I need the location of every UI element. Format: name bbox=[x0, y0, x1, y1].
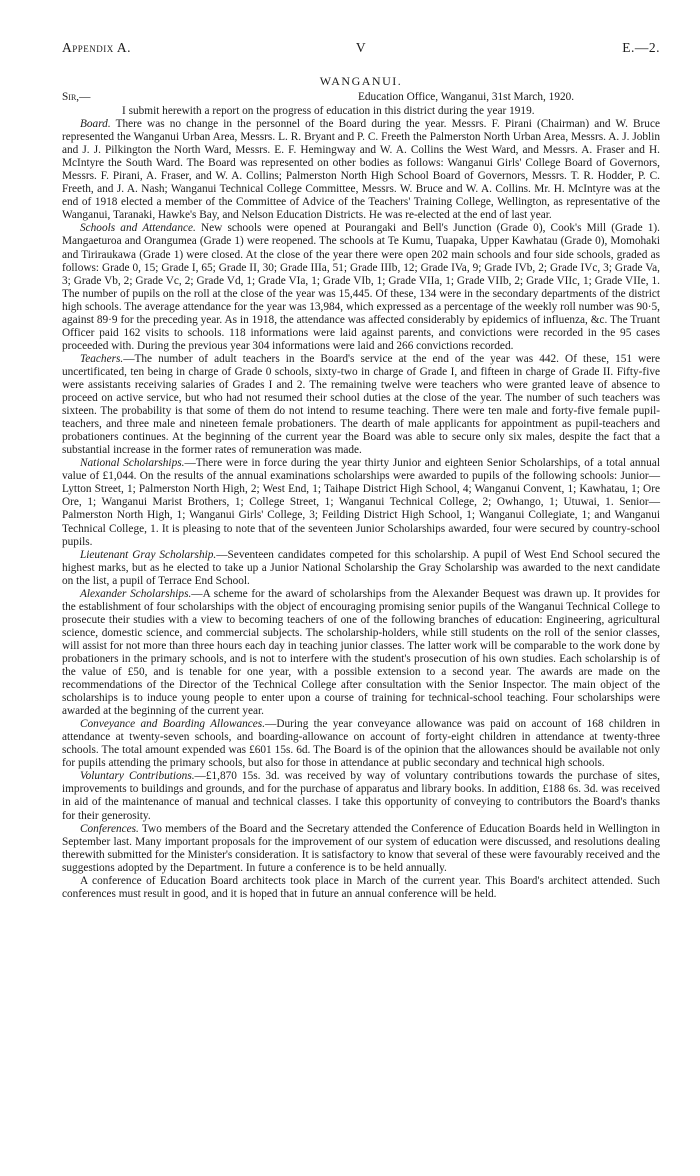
document-code: E.—2. bbox=[622, 40, 660, 55]
salutation: Sir,— bbox=[62, 91, 91, 103]
document-page bbox=[62, 40, 660, 901]
paragraph-gray-scholarship bbox=[62, 549, 660, 588]
paragraph-text: Two members of the Board and the Secretary attended the Conference of Education Boards held in Wellington in September last. Many important proposals for the improvement of our system of education were discussed, and resolutions dealing therewith submitted for the Minister's consideration. It is satisfactory to know that several of these were favourably received and the suggestions adopted by the Department. In future a conference is to be held annually. bbox=[62, 822, 660, 874]
paragraph-text: A conference of Education Board architects took place in March of the current year. This Board's architect attended. Such conferences must result in good, and it is hoped that in future an annual conference will be held. bbox=[62, 874, 660, 900]
section-title: WANGANUI. bbox=[319, 74, 403, 88]
dateline: Education Office, Wanganui, 31st March, 1920. bbox=[358, 91, 575, 103]
paragraph-text: —The number of adult teachers in the Board's service at the end of the year was 442. Of these, 151 were uncertificated, ten being in charge of Grade 0 schools, sixty-two in charge of Grade I, and fifteen in charge of Grade II. Fifty-five were assistants receiving salaries of Grades I and 2. The remaining twelve were teachers who were granted leave of absence to proceed on active service, but who had not resumed their school duties at the close of the year. The number of such teachers was sixteen. The probability is that some of them do not intend to resume teaching. There were ten male and forty-five female pupil-teachers, and three male and nineteen female probationers. The dearth of male applicants for appointment as pupil-teachers and probationers continues. At the beginning of the current year the Board was able to secure only six males, despite the fact that a substantial increase in the former rates of remuneration was made. bbox=[62, 352, 660, 457]
paragraph-text: —Seventeen candidates competed for this scholarship. A pupil of West End School secured the highest marks, but as he elected to take up a Junior National Scholarship the Gray Scholarship was awarded to the next candidate on the list, a pupil of Terrace End School. bbox=[62, 548, 660, 587]
page-number: V bbox=[355, 40, 367, 55]
paragraph-voluntary-contributions bbox=[62, 770, 660, 822]
paragraph-alexander-scholarships bbox=[62, 588, 660, 718]
paragraph-schools-attendance bbox=[62, 222, 660, 352]
paragraph-heading: Conveyance and Boarding Allowances. bbox=[80, 718, 266, 731]
paragraph-heading: Teachers. bbox=[80, 352, 124, 365]
paragraph-heading: National Scholarships. bbox=[80, 457, 185, 470]
paragraph-heading: Lieutenant Gray Scholarship. bbox=[80, 548, 217, 561]
paragraph-teachers bbox=[62, 353, 660, 457]
opening-paragraph: I submit herewith a report on the progress of education in this district during the year 1919. bbox=[122, 105, 535, 117]
appendix-label: Appendix A. bbox=[62, 40, 132, 55]
paragraph-national-scholarships bbox=[62, 457, 660, 548]
paragraph-heading: Alexander Scholarships. bbox=[80, 587, 192, 600]
paragraph-heading: Schools and Attendance. bbox=[80, 222, 196, 235]
paragraph-text: —There were in force during the year thirty Junior and eighteen Senior Scholarships, of a total annual value of £1,044. On the results of the annual examinations scholarships were awarded to pupils of the following schools: Junior—Lytton Street, 1; Palmerston North High, 2; West End, 1; Taihape District High School, 4; Wanganui Convent, 1; Kawhatau, 1; Ore Ore, 1; Wanganui Marist Brothers, 1; College Street, 1; Wanganui Technical College, 2; Owhango, 1; Utuwai, 1. Senior—Palmerston North High, 1; Wanganui Girls' College, 3; Feilding District High School, 1; Wanganui Collegiate, 1; and Wanganui Technical College, 1. It is pleasing to note that of the seventeen Junior Scholarships awarded, four were secured by country-school pupils. bbox=[62, 457, 660, 548]
report-body bbox=[62, 105, 660, 901]
paragraph-text: There was no change in the personnel of the Board during the year. Messrs. F. Pirani (Chairman) and W. Bruce represented the Wanganui Urban Area, Messrs. L. R. Bryant and P. C. Freeth the Palmerston North Urban Area, Messrs. A. J. Joblin and J. J. Pilkington the North Ward, Messrs. E. F. Hemingway and W. A. Collins the West Ward, and Messrs. A. Fraser and H. McIntyre the South Ward. The Board was represented on other bodies as follows: Wanganui Girls' College Board of Governors, Messrs. F. Pirani, A. Fraser, and W. A. Collins; Palmerston North High School Board of Governors, Messrs. T. R. Hodder, P. C. Freeth, and J. A. Nash; Wanganui Technical College Committee, Messrs. W. Bruce and W. A. Collins. Mr. H. McIntyre was at the end of 1918 elected a member of the Committee of Advice of the Teachers' Training College, Wellington, as representative of the Wanganui, Taranaki, Hawke's Bay, and Nelson Education Districts. He was re-elected at the end of last year. bbox=[62, 118, 660, 222]
paragraph-text: —£1,870 15s. 3d. was received by way of voluntary contributions towards the purchase of sites, improvements to buildings and grounds, and for the purchase of apparatus and library books. In addition, £188 6s. 3d. was received in aid of the maintenance of manual and technical classes. I take this opportunity of conveying to contributors the Board's thanks for their generosity. bbox=[62, 770, 660, 822]
paragraph-board bbox=[62, 118, 660, 222]
paragraph-conferences bbox=[62, 823, 660, 875]
paragraph-text: New schools were opened at Pourangaki and Bell's Junction (Grade 0), Cook's Mill (Grade 1). Mangaeturoa and Orangumea (Grade 1) were reopened. The schools at Te Kumu, Tuapaka, Upper Kawhatau (Grade 0), Momohaki and Tiriraukawa (Grade 1) were closed. At the close of the year there were open 202 main schools and four side schools, graded as follows: Grade 0, 15; Grade I, 65; Grade II, 30; Grade IIIa, 51; Grade IIIb, 12; Grade IVa, 9; Grade IVb, 2; Grade IVc, 3; Grade Va, 3; Grade Vb, 2; Grade Vc, 2; Grade Vd, 1; Grade VIa, 1; Grade VIb, 1; Grade VIIa, 1; Grade VIIb, 2; Grade VIIc, 1; Grade VIIe, 1. The number of pupils on the roll at the close of the year was 15,445. Of these, 134 were in the secondary departments of the district high schools. The average attendance for the year was 13,984, which expressed as a percentage of the weekly roll number was 90·5, against 89·9 for the preceding year. As in 1918, the attendance was affected considerably by epidemics of influenza, &c. The Truant Officer paid 162 visits to schools. 118 informations were laid against parents, and convictions were recorded in the 95 cases proceeded with. During the previous year 304 informations were laid and 266 convictions recorded. bbox=[62, 222, 660, 352]
paragraph-heading: Voluntary Contributions. bbox=[80, 770, 195, 783]
paragraph-text: —During the year conveyance allowance was paid on account of 168 children in attendance at twenty-seven schools, and boarding-allowance on account of forty-eight children in attendance at twenty-three schools. The total amount expended was £601 15s. 6d. The Board is of the opinion that the allowances should be available not only for pupils attending the primary schools, but also for those in attendance at public secondary and technical high schools. bbox=[62, 718, 660, 770]
paragraph-heading: Board. bbox=[80, 118, 111, 131]
paragraph-conveyance-allowances bbox=[62, 718, 660, 770]
paragraph-heading: Conferences. bbox=[80, 822, 139, 835]
running-header bbox=[62, 40, 660, 60]
paragraph-architects-conference bbox=[62, 875, 660, 901]
letter-heading bbox=[62, 90, 660, 105]
paragraph-text: —A scheme for the award of scholarships from the Alexander Bequest was drawn up. It provides for the establishment of four scholarships with the object of encouraging promising senior pupils of the Wanganui Technical College to prosecute their studies with a view to becoming teachers of one of the following branches of education: Engineering, agricultural science, domestic science, and commercial subjects. The scholarship-holders, while still students on the roll of the senior classes, will assist for not more than three hours each day in teaching junior classes. The latter work will be comparable to the work done by probationers in the primary schools, and is not to interfere with the student's prosecution of his own studies. Each scholarship is of the value of £50, and is tenable for one year, with a possible extension to a second year. The awards are made on the recommendations of the Director of the Technical College after consultation with the Senior Inspector. The main object of the scholarships is to induce young people to enter upon a course of training for technical-school teaching. Four scholarships were awarded at the beginning of the current year. bbox=[62, 587, 660, 718]
